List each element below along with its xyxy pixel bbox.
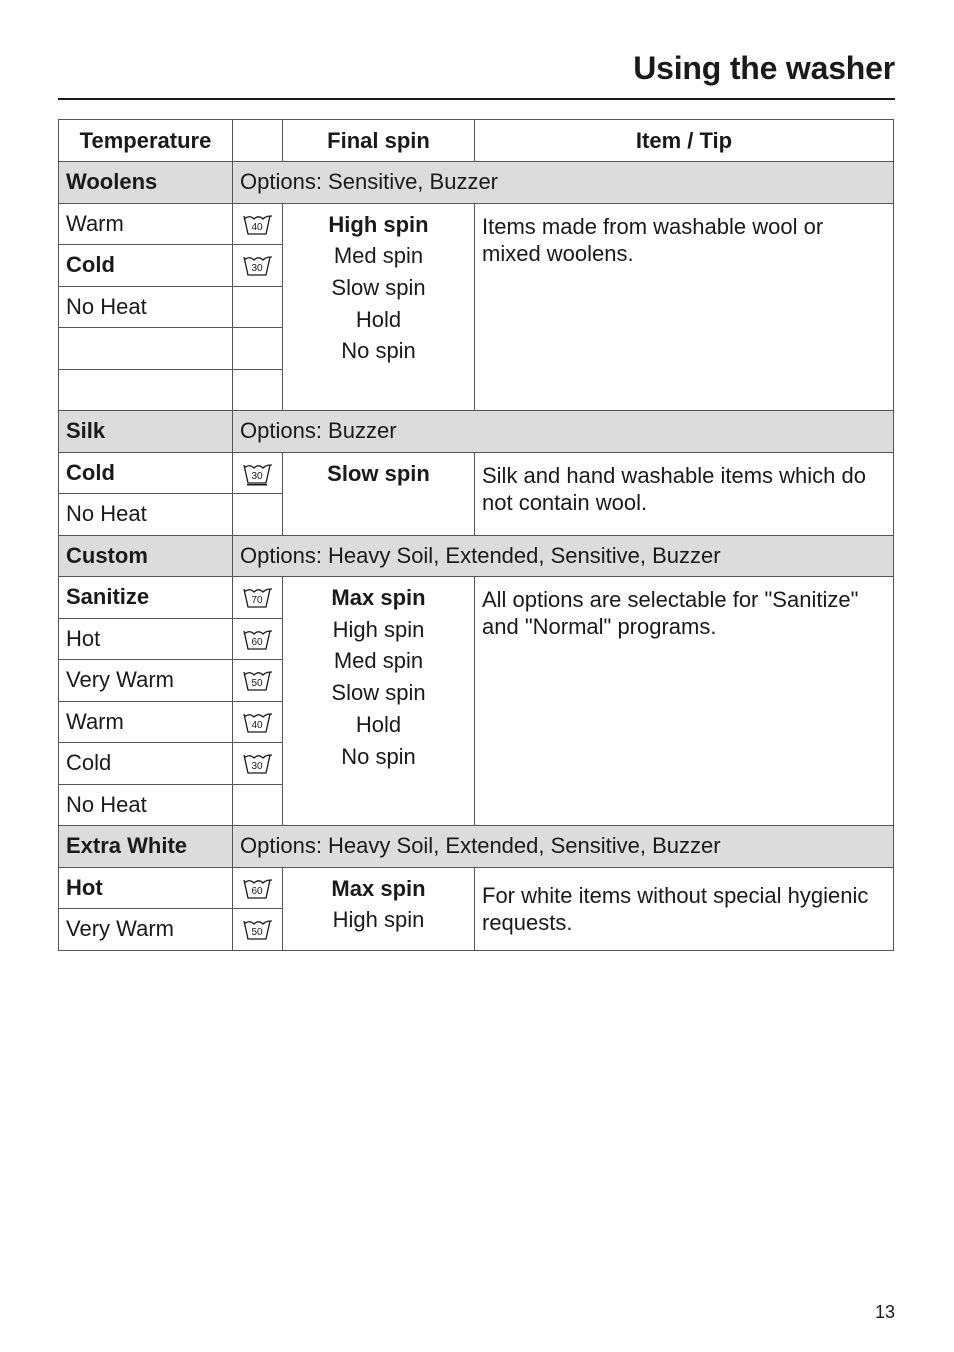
page-title: Using the washer (633, 50, 895, 86)
table-row (59, 203, 894, 245)
table-header-row (59, 120, 894, 162)
program-table-body (59, 162, 894, 951)
wash-symbol-cell (233, 245, 283, 287)
spin-option: Hold (355, 711, 402, 737)
temperature-cell (59, 328, 233, 370)
svg-text:60: 60 (250, 885, 263, 897)
temperature-cell: Cold (59, 743, 233, 785)
spin-option: Slow spin (327, 460, 430, 486)
wash-tub-icon (242, 750, 274, 775)
program-section-row (59, 826, 894, 868)
svg-text:60: 60 (250, 636, 263, 648)
program-table (58, 119, 894, 951)
table-row (59, 867, 894, 909)
wash-tub-icon (242, 211, 274, 236)
program-section-row (59, 535, 894, 577)
temperature-cell: Very Warm (59, 909, 233, 951)
final-spin-cell (283, 577, 475, 826)
wash-tub-icon (242, 667, 274, 692)
spin-option: Hold (355, 306, 402, 332)
svg-text:40: 40 (250, 221, 263, 233)
svg-text:30: 30 (250, 470, 263, 482)
temperature-cell: Sanitize (59, 577, 233, 619)
item-tip-cell: All options are selectable for "Sanitize" and "Normal" programs. (475, 577, 894, 826)
svg-text:50: 50 (250, 678, 263, 690)
temperature-cell: No Heat (59, 494, 233, 536)
item-tip-cell: Silk and hand washable items which do not contain wool. (475, 452, 894, 535)
spin-option: High spin (332, 616, 425, 642)
wash-tub-icon (242, 460, 274, 485)
program-section-row (59, 411, 894, 453)
spin-option: High spin (328, 211, 429, 237)
spin-option: High spin (332, 907, 425, 933)
wash-symbol-cell (233, 660, 283, 702)
temperature-cell: Very Warm (59, 660, 233, 702)
wash-tub-icon (242, 875, 274, 900)
program-section-row (59, 162, 894, 204)
wash-tub-icon (242, 709, 274, 734)
item-tip-cell: Items made from washable wool or mixed woolens. (475, 203, 894, 411)
wash-symbol-cell (233, 618, 283, 660)
program-options: Options: Heavy Soil, Extended, Sensitive, Buzzer (233, 535, 894, 577)
temperature-cell: Cold (59, 245, 233, 287)
item-tip-cell: For white items without special hygienic requests. (475, 867, 894, 950)
wash-symbol-cell (233, 328, 283, 370)
program-options: Options: Buzzer (233, 411, 894, 453)
final-spin-cell (283, 203, 475, 411)
table-row (59, 452, 894, 494)
spin-option: Slow spin (331, 274, 426, 300)
wash-symbol-cell (233, 867, 283, 909)
temperature-cell: Hot (59, 867, 233, 909)
temperature-cell (59, 369, 233, 411)
spin-option: Med spin (333, 648, 424, 674)
header-temperature: Temperature (59, 120, 233, 162)
program-name: Woolens (59, 162, 233, 204)
svg-text:70: 70 (250, 595, 263, 607)
wash-symbol-cell (233, 577, 283, 619)
wash-symbol-cell (233, 701, 283, 743)
program-name: Custom (59, 535, 233, 577)
wash-symbol-cell (233, 286, 283, 328)
spin-option: Max spin (331, 875, 426, 901)
wash-symbol-cell (233, 494, 283, 536)
wash-symbol-cell (233, 909, 283, 951)
header-item-tip: Item / Tip (475, 120, 894, 162)
spin-option: Max spin (331, 585, 426, 610)
wash-tub-icon (242, 916, 274, 941)
title-divider (58, 98, 895, 100)
svg-text:30: 30 (250, 761, 263, 773)
wash-tub-icon (242, 252, 274, 277)
final-spin-cell (283, 867, 475, 950)
spin-option: No spin (341, 338, 416, 364)
program-options: Options: Sensitive, Buzzer (233, 162, 894, 204)
svg-text:40: 40 (250, 719, 263, 731)
program-name: Silk (59, 411, 233, 453)
temperature-cell: Warm (59, 701, 233, 743)
wash-symbol-cell (233, 743, 283, 785)
wash-symbol-cell (233, 369, 283, 411)
temperature-cell: No Heat (59, 286, 233, 328)
spin-option: Med spin (333, 243, 424, 269)
temperature-cell: Cold (59, 452, 233, 494)
spin-option: Slow spin (331, 680, 426, 706)
table-row (59, 577, 894, 619)
wash-symbol-cell (233, 784, 283, 826)
svg-text:50: 50 (250, 927, 263, 939)
final-spin-cell (283, 452, 475, 535)
header-final-spin: Final spin (283, 120, 475, 162)
page-number: 13 (874, 1302, 895, 1322)
svg-text:30: 30 (250, 263, 263, 275)
wash-tub-icon (242, 584, 274, 609)
temperature-cell: No Heat (59, 784, 233, 826)
temperature-cell: Hot (59, 618, 233, 660)
wash-symbol-cell (233, 452, 283, 494)
header-symbol (233, 120, 283, 162)
program-name: Extra White (59, 826, 233, 868)
wash-tub-icon (242, 626, 274, 651)
wash-symbol-cell (233, 203, 283, 245)
spin-option: No spin (341, 743, 416, 769)
temperature-cell: Warm (59, 203, 233, 245)
program-options: Options: Heavy Soil, Extended, Sensitive, Buzzer (233, 826, 894, 868)
